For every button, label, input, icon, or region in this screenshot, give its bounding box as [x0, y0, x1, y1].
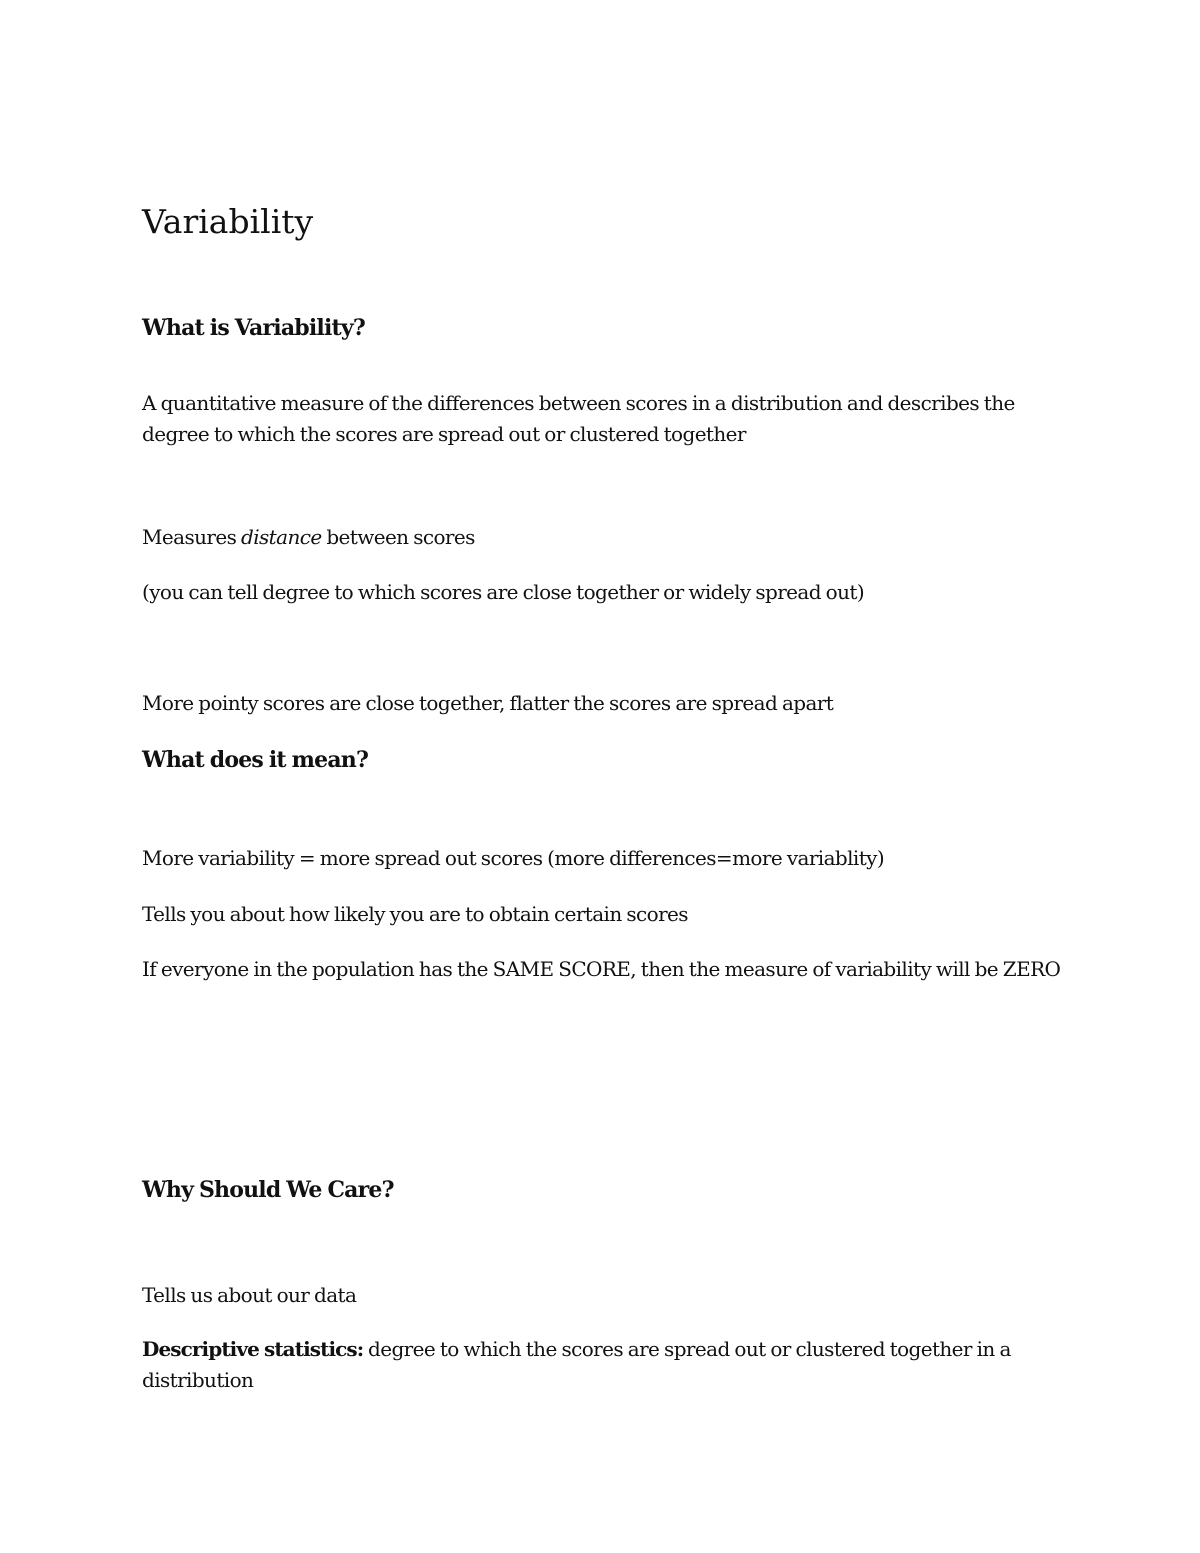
distance-line-after: between scores: [321, 525, 475, 549]
descriptive-statistics-text: degree to which the scores are spread out or clustered together in a distribution: [142, 1337, 1011, 1392]
descriptive-statistics-term: Descriptive statistics:: [142, 1337, 364, 1361]
distance-emphasis: distance: [241, 525, 322, 549]
section-heading-what-is-variability: What is Variability?: [142, 315, 365, 341]
distance-note: (you can tell degree to which scores are close together or widely spread out): [142, 580, 865, 604]
section-heading-why-should-we-care: Why Should We Care?: [142, 1177, 394, 1203]
care-intro: Tells us about our data: [142, 1283, 357, 1307]
section-heading-what-does-it-mean: What does it mean?: [142, 747, 369, 773]
descriptive-statistics-definition: [142, 1334, 1072, 1396]
document-title: Variability: [142, 202, 314, 241]
distance-line: [142, 522, 475, 553]
meaning-line-1: More variability = more spread out scores (more differences=more variablity): [142, 846, 885, 870]
shape-note: More pointy scores are close together, flatter the scores are spread apart: [142, 691, 834, 715]
distance-line-before: Measures: [142, 525, 242, 549]
variability-definition: A quantitative measure of the differences between scores in a distribution and describes the degree to which the scores are spread out or clustered together: [142, 391, 1015, 446]
meaning-line-2: Tells you about how likely you are to obtain certain scores: [142, 902, 688, 926]
meaning-line-3: If everyone in the population has the SAME SCORE, then the measure of variability will be ZERO: [142, 957, 1061, 981]
